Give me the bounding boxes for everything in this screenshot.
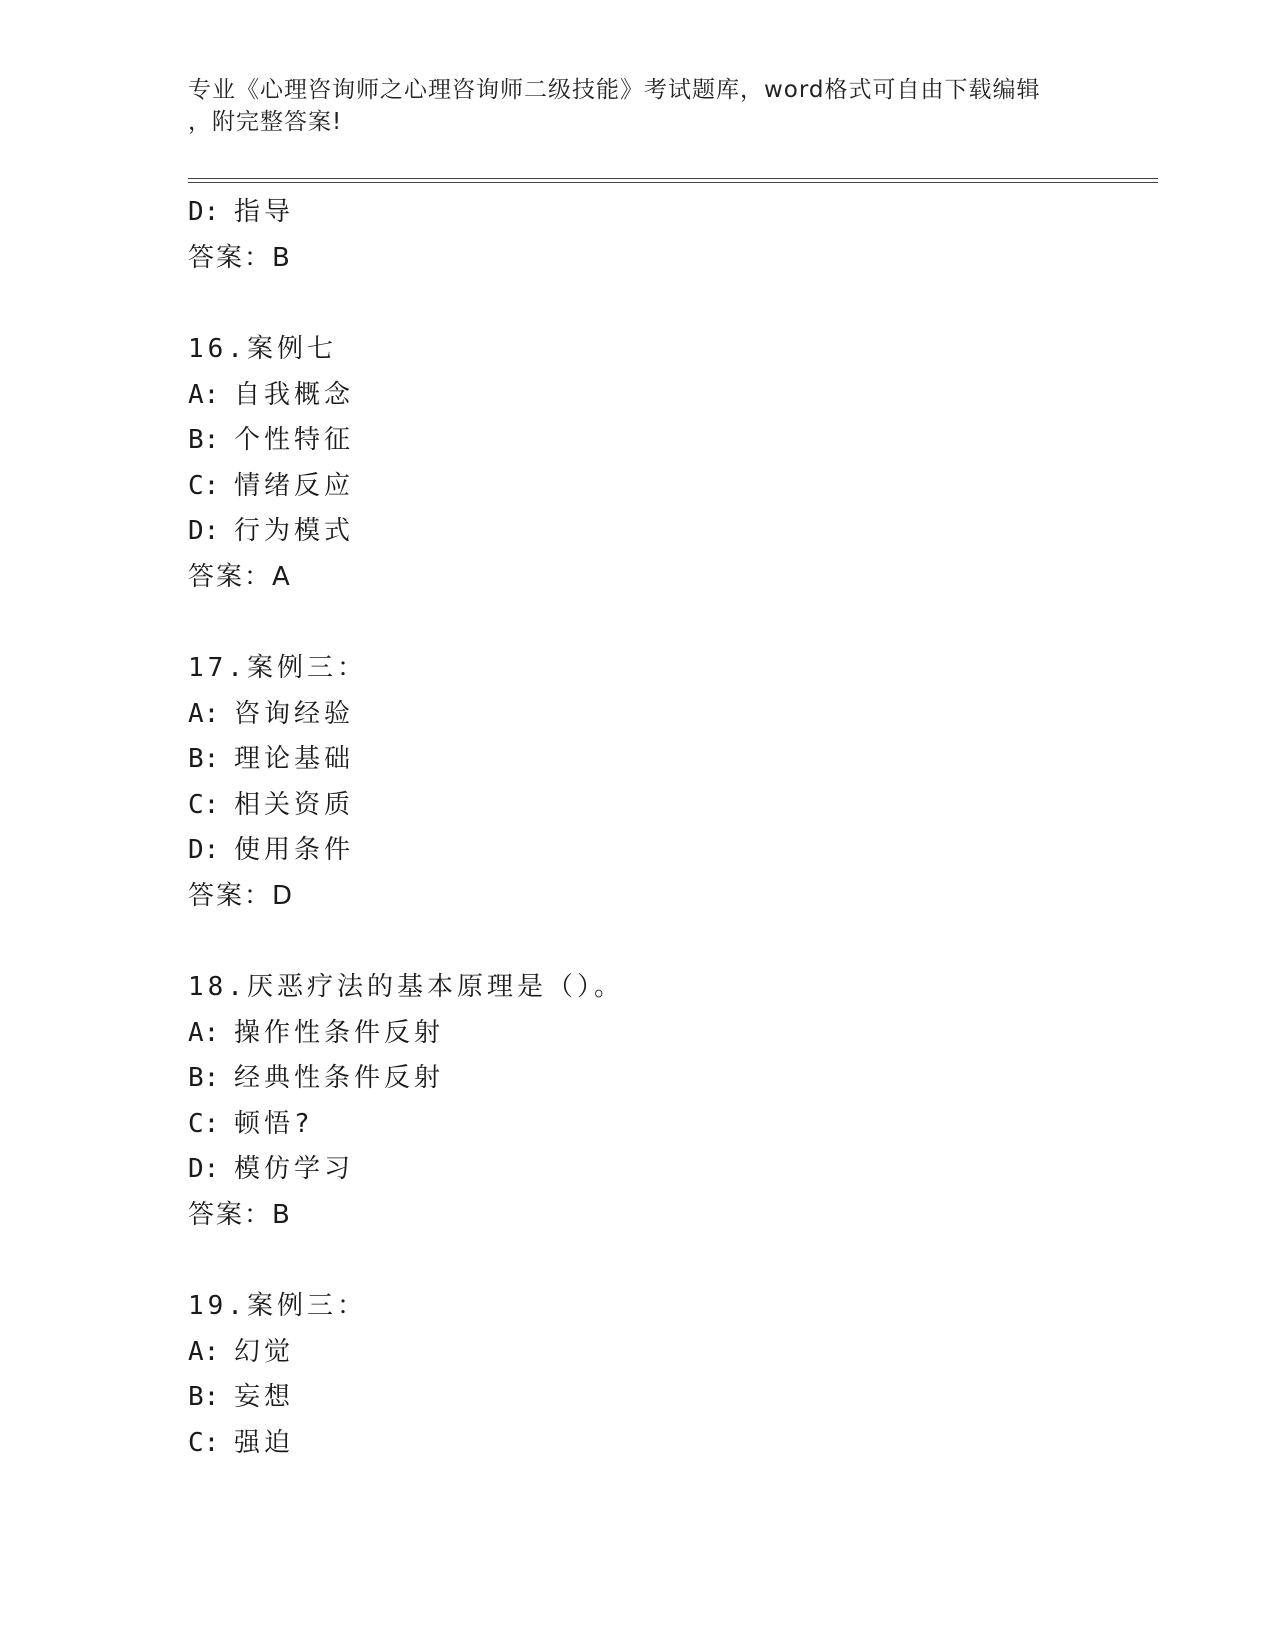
option-text: 模仿学习 <box>234 1154 355 1184</box>
option-text: 妄想 <box>234 1382 295 1412</box>
option-letter: B: <box>188 744 220 774</box>
header-line-2: ，附完整答案! <box>188 109 343 135</box>
question-stem: 19.案例三： <box>188 1291 367 1321</box>
question-stem: 18.厌恶疗法的基本原理是（）。 <box>188 972 624 1002</box>
option-text: 个性特征 <box>234 425 355 455</box>
option-a <box>188 373 1158 419</box>
option-c <box>188 783 1158 829</box>
option-b <box>188 418 1158 464</box>
option-c <box>188 1102 1158 1148</box>
option-letter: B: <box>188 1382 220 1412</box>
option-letter: B: <box>188 425 220 455</box>
spacer <box>188 600 1158 646</box>
option-letter: C: <box>188 1427 220 1458</box>
option-a <box>188 1011 1158 1057</box>
answer-line: 答案：B <box>188 242 292 273</box>
answer-line: 答案：A <box>188 561 292 592</box>
option-text: 行为模式 <box>234 516 355 546</box>
option-letter: A: <box>188 1017 220 1048</box>
option-text: 指导 <box>234 197 295 227</box>
option-b <box>188 737 1158 783</box>
spacer <box>188 919 1158 965</box>
option-letter: D: <box>188 835 220 865</box>
spacer <box>188 1238 1158 1284</box>
option-d <box>188 190 1158 236</box>
answer-line: 答案：B <box>188 1199 292 1230</box>
option-letter: C: <box>188 1108 220 1139</box>
document-header <box>188 74 1088 138</box>
option-letter: D: <box>188 197 220 227</box>
option-b <box>188 1375 1158 1421</box>
option-letter: D: <box>188 516 220 546</box>
option-a <box>188 1330 1158 1376</box>
header-line-1: 专业《心理咨询师之心理咨询师二级技能》考试题库，word格式可自由下载编辑 <box>188 77 1041 103</box>
option-text: 顿悟? <box>234 1108 314 1139</box>
option-letter: A: <box>188 1336 220 1367</box>
option-b <box>188 1056 1158 1102</box>
question-stem: 16.案例七 <box>188 334 337 364</box>
option-letter: A: <box>188 698 220 729</box>
option-text: 理论基础 <box>234 744 355 774</box>
option-text: 经典性条件反射 <box>234 1063 445 1093</box>
option-letter: B: <box>188 1063 220 1093</box>
option-text: 操作性条件反射 <box>234 1017 445 1048</box>
option-c <box>188 464 1158 510</box>
question-stem: 17.案例三： <box>188 653 367 683</box>
option-letter: C: <box>188 470 220 501</box>
option-text: 咨询经验 <box>234 698 355 729</box>
question-list <box>188 190 1158 1466</box>
option-letter: A: <box>188 379 220 410</box>
option-d <box>188 509 1158 555</box>
header-divider <box>188 178 1158 183</box>
option-d <box>188 828 1158 874</box>
option-text: 幻觉 <box>234 1336 295 1367</box>
option-text: 强迫 <box>234 1427 295 1458</box>
option-text: 使用条件 <box>234 835 355 865</box>
option-text: 相关资质 <box>234 789 355 820</box>
option-text: 自我概念 <box>234 379 355 410</box>
spacer <box>188 281 1158 327</box>
option-letter: D: <box>188 1154 220 1184</box>
answer-line: 答案：D <box>188 880 295 911</box>
option-a <box>188 692 1158 738</box>
option-text: 情绪反应 <box>234 470 355 501</box>
option-letter: C: <box>188 789 220 820</box>
option-d <box>188 1147 1158 1193</box>
option-c <box>188 1421 1158 1467</box>
